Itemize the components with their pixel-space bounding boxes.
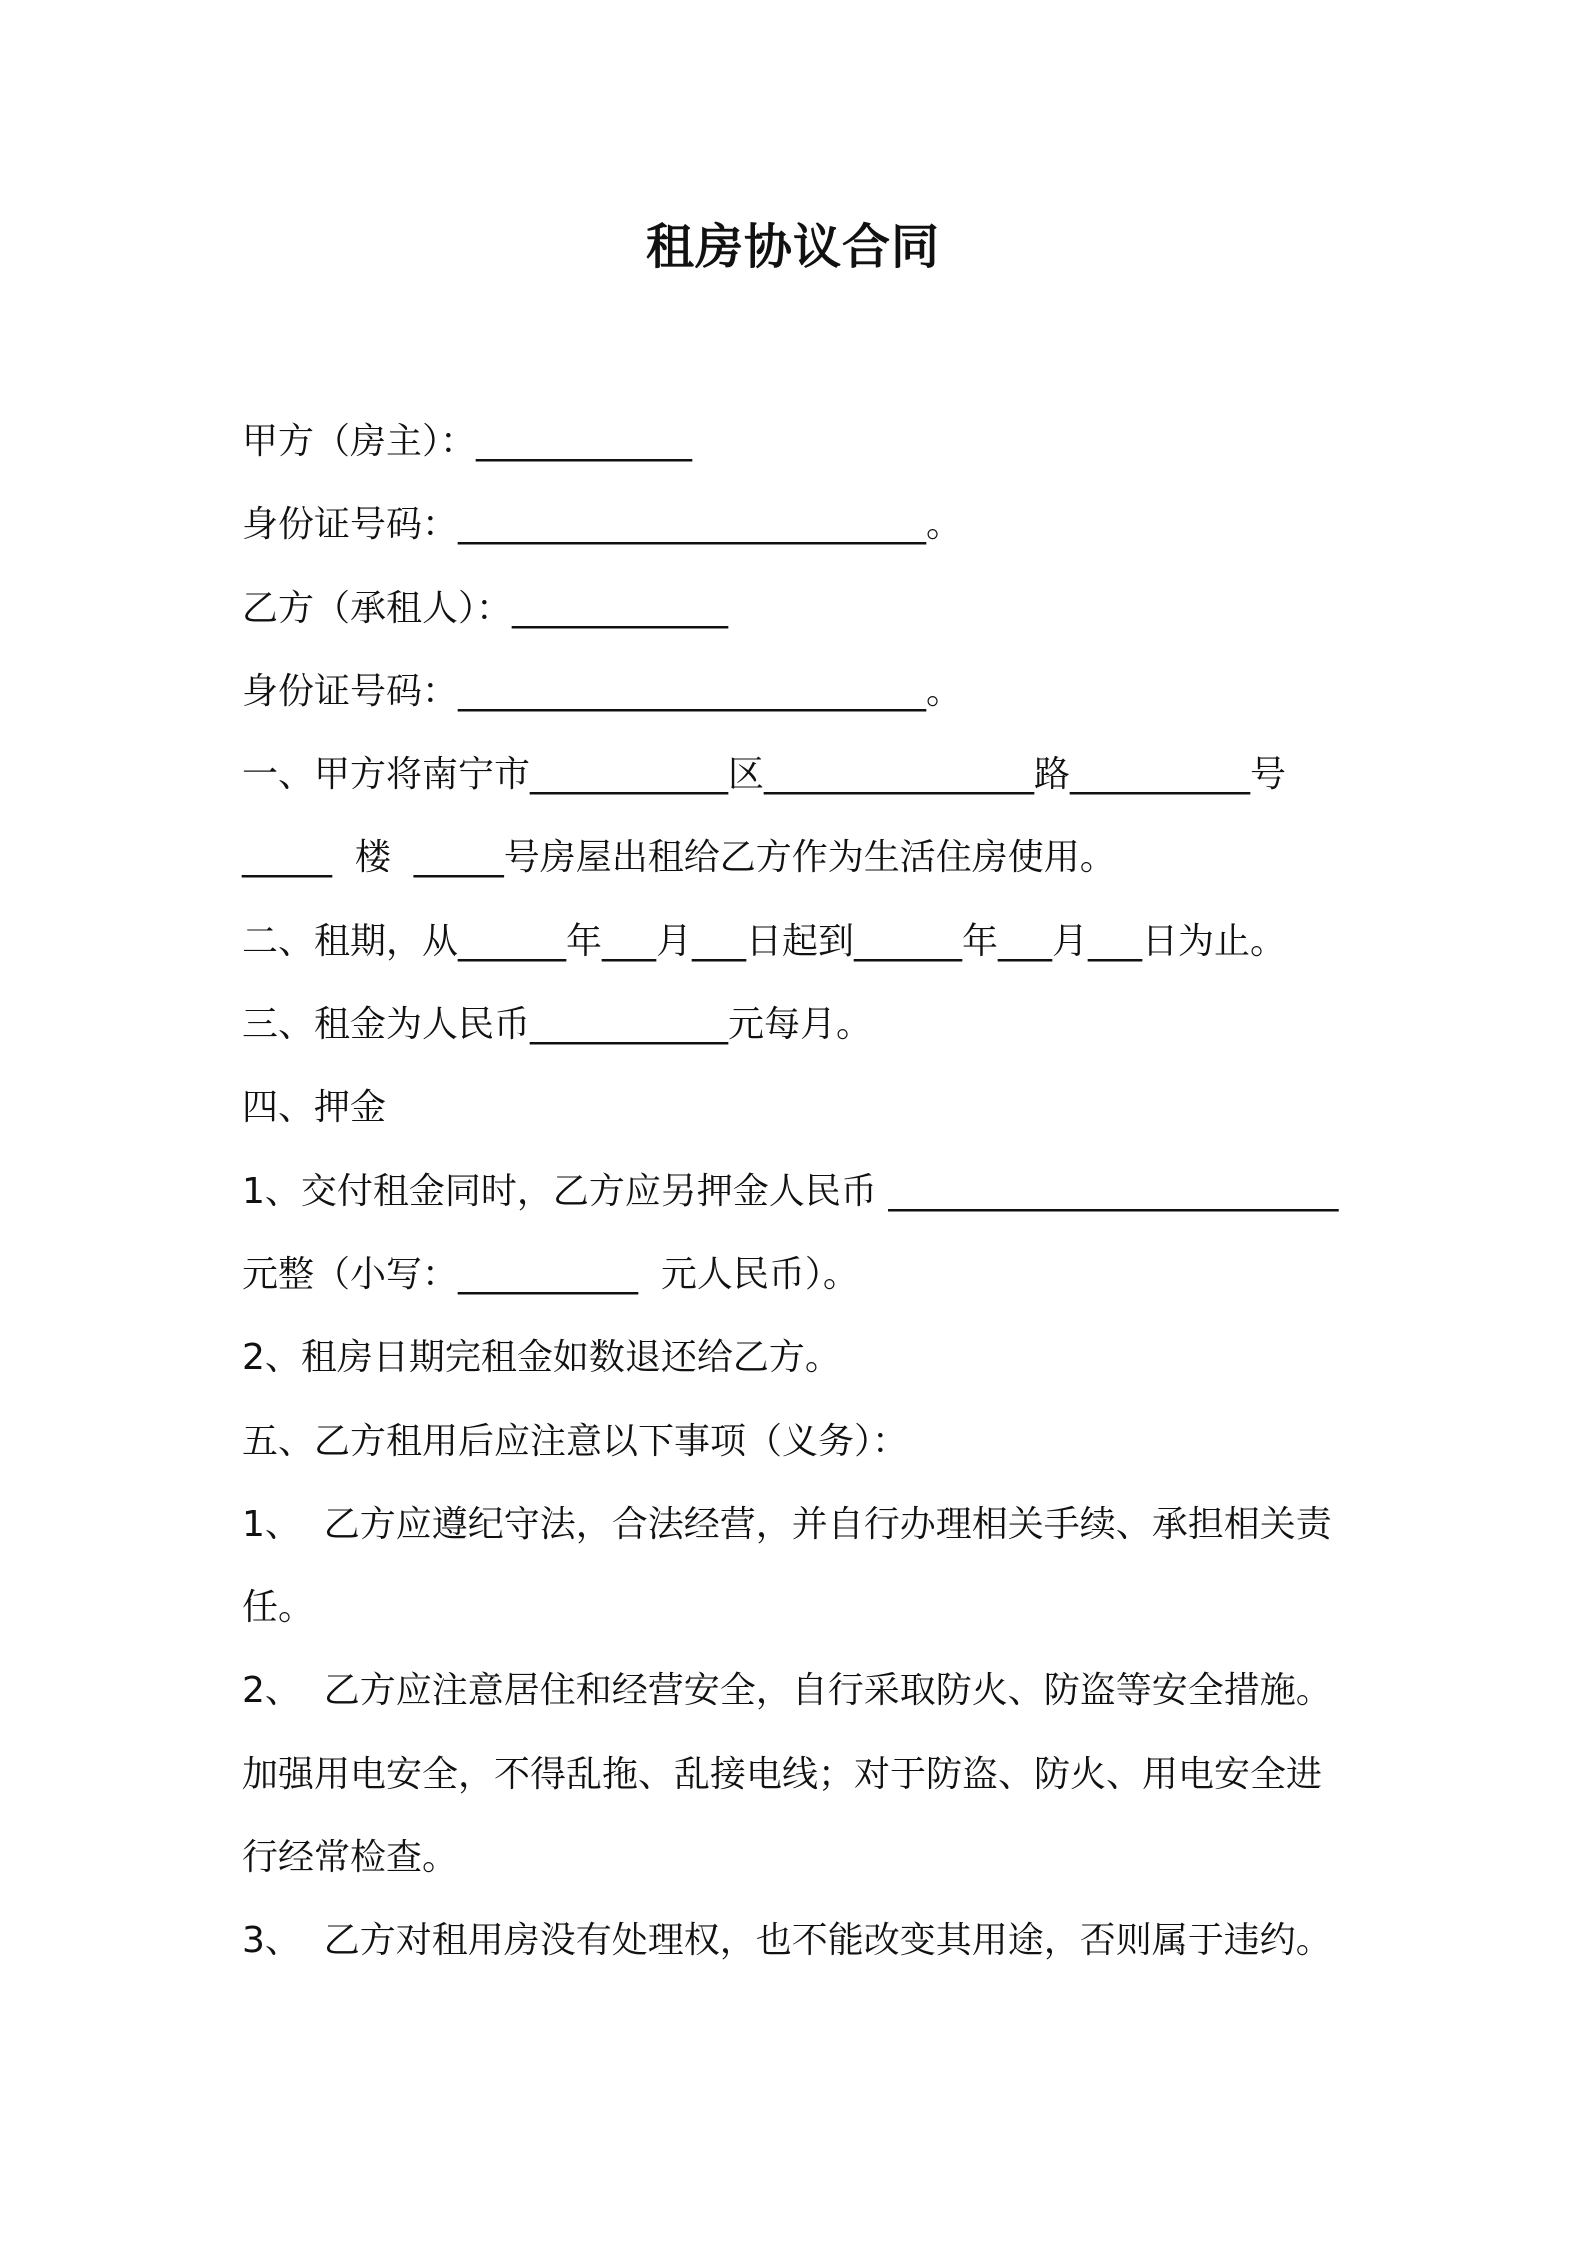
clause-3-rent-line: 三、租金为人民币___________元每月。 [242,1004,873,1046]
document-body [242,400,1382,1983]
duty-2-line-a: 2、 乙方应注意居住和经营安全，自行采取防火、防盗等安全措施。 [242,1670,1332,1712]
duty-2-line-b: 加强用电安全，不得乱拖、乱接电线；对于防盗、防火、用电安全进 [242,1753,1323,1795]
landlord-line: 甲方（房主）：____________ [242,421,693,462]
document-title: 租房协议合同 [645,219,940,275]
clause-1-address-line: 一、甲方将南宁市___________区_______________路__________号 [242,754,1287,796]
duty-1-line-a: 1、 乙方应遵纪守法，合法经营，并自行办理相关手续、承担相关责 [242,1503,1332,1545]
deposit-item-1-line: 1、交付租金同时，乙方应另押金人民币 _________________________ [242,1170,1339,1212]
deposit-item-1-amount-line: 元整（小写：__________ 元人民币）。 [242,1253,859,1295]
tenant-line: 乙方（承租人）：____________ [242,587,729,629]
duty-3-line: 3、 乙方对租用房没有处理权，也不能改变其用途，否则属于违约。 [242,1920,1332,1962]
tenant-id-line: 身份证号码：__________________________。 [242,670,963,712]
clause-1-usage-line: _____ 楼 _____号房屋出租给乙方作为生活住房使用。 [242,837,1116,879]
duty-1-line-b: 任。 [242,1587,315,1629]
deposit-item-2-line: 2、租房日期完租金如数退还给乙方。 [242,1337,841,1379]
clause-4-heading: 四、押金 [242,1087,387,1129]
duty-2-line-c: 行经常检查。 [242,1837,459,1879]
landlord-id-line: 身份证号码：__________________________。 [242,504,963,546]
clause-5-heading: 五、乙方租用后应注意以下事项（义务）： [242,1420,909,1462]
clause-2-term-line: 二、租期，从______年___月___日起到______年___月___日为止。 [242,920,1287,962]
